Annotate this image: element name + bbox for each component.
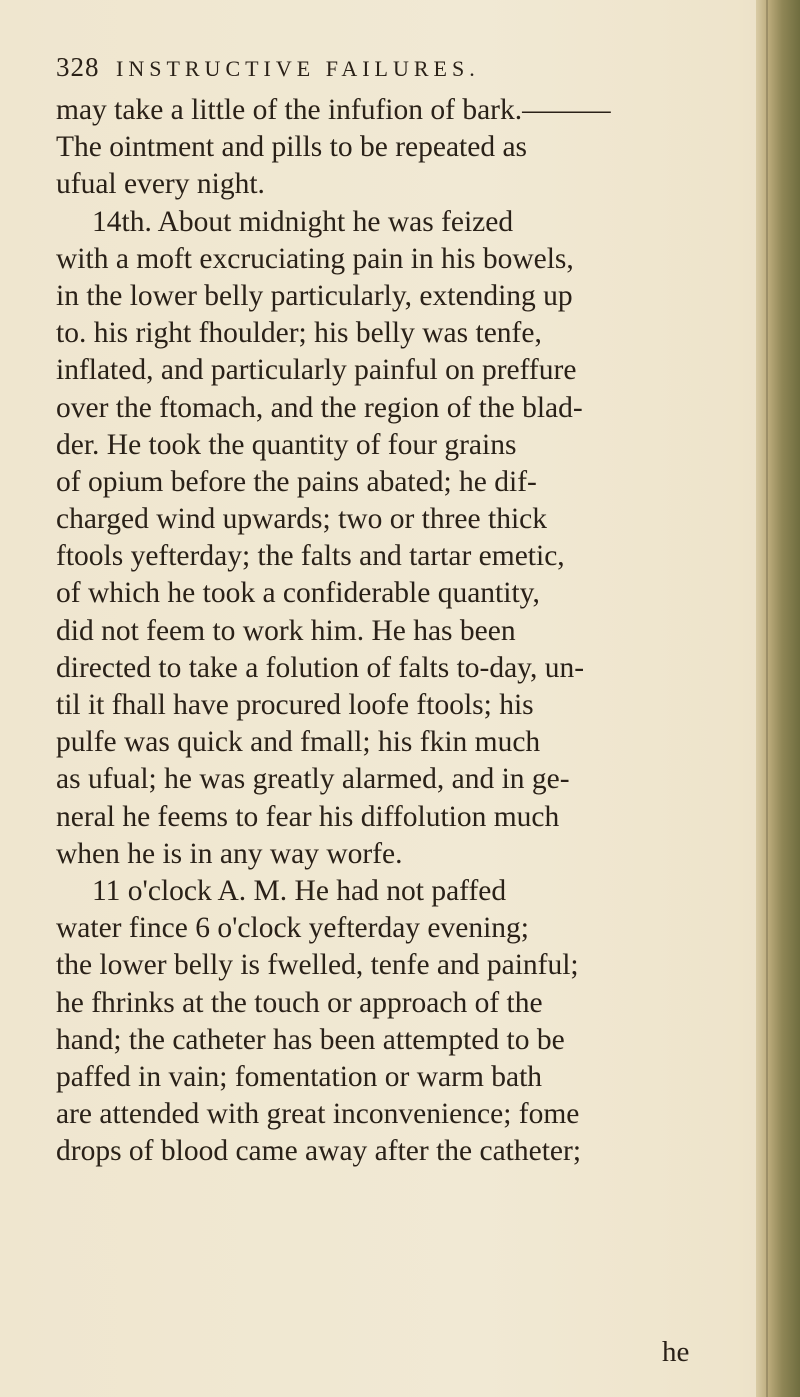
- text-line: drops of blood came away after the catheter;: [56, 1135, 582, 1168]
- text-line: water fince 6 o'clock yefterday evening;: [56, 912, 529, 945]
- text-line: ufual every night.: [56, 168, 265, 201]
- text-line: 14th. About midnight he was feized: [92, 205, 514, 238]
- text-line: hand; the catheter has been attempted to be: [56, 1023, 565, 1056]
- text-line: with a moft excruciating pain in his bowels,: [56, 242, 574, 275]
- text-line: ftools yefterday; the falts and tartar emetic,: [56, 540, 565, 573]
- text-line: paffed in vain; fomentation or warm bath: [56, 1060, 543, 1093]
- text-line: 11 o'clock A. M. He had not paffed: [92, 874, 507, 907]
- text-line: when he is in any way worfe.: [56, 837, 403, 870]
- text-line: over the ftomach, and the region of the blad-: [56, 391, 583, 424]
- text-line: are attended with great inconvenience; fome: [56, 1098, 580, 1131]
- text-line: to. his right fhoulder; his belly was tenfe,: [56, 317, 542, 350]
- page-header: [56, 52, 676, 92]
- text-line: may take a little of the infufion of bark.———: [56, 94, 611, 126]
- text-line: der. He took the quantity of four grains: [56, 428, 517, 461]
- text-line: did not feem to work him. He has been: [56, 614, 516, 647]
- text-line: of which he took a confiderable quantity,: [56, 577, 540, 610]
- text-line: directed to take a folution of falts to-day, un-: [56, 651, 585, 684]
- running-head: INSTRUCTIVE FAILURES.: [116, 56, 480, 81]
- text-line: of opium before the pains abated; he dif-: [56, 465, 537, 498]
- text-line: inflated, and particularly painful on preffure: [56, 354, 577, 387]
- text-line: pulfe was quick and fmall; his fkin much: [56, 726, 541, 759]
- text-line: the lower belly is fwelled, tenfe and painful;: [56, 949, 579, 982]
- page-number: 328: [56, 52, 100, 82]
- text-line: he fhrinks at the touch or approach of the: [56, 986, 543, 1019]
- text-line: til it fhall have procured loofe ftools; his: [56, 689, 534, 721]
- text-line: in the lower belly particularly, extending up: [56, 279, 573, 312]
- catchword: he: [662, 1336, 690, 1368]
- text-line: as ufual; he was greatly alarmed, and in ge-: [56, 763, 570, 796]
- text-line: neral he feems to fear his diffolution much: [56, 800, 560, 833]
- book-spine-edge: [756, 0, 800, 1397]
- text-line: The ointment and pills to be repeated as: [56, 131, 528, 164]
- text-line: charged wind upwards; two or three thick: [56, 503, 547, 536]
- body-text: [56, 92, 746, 1170]
